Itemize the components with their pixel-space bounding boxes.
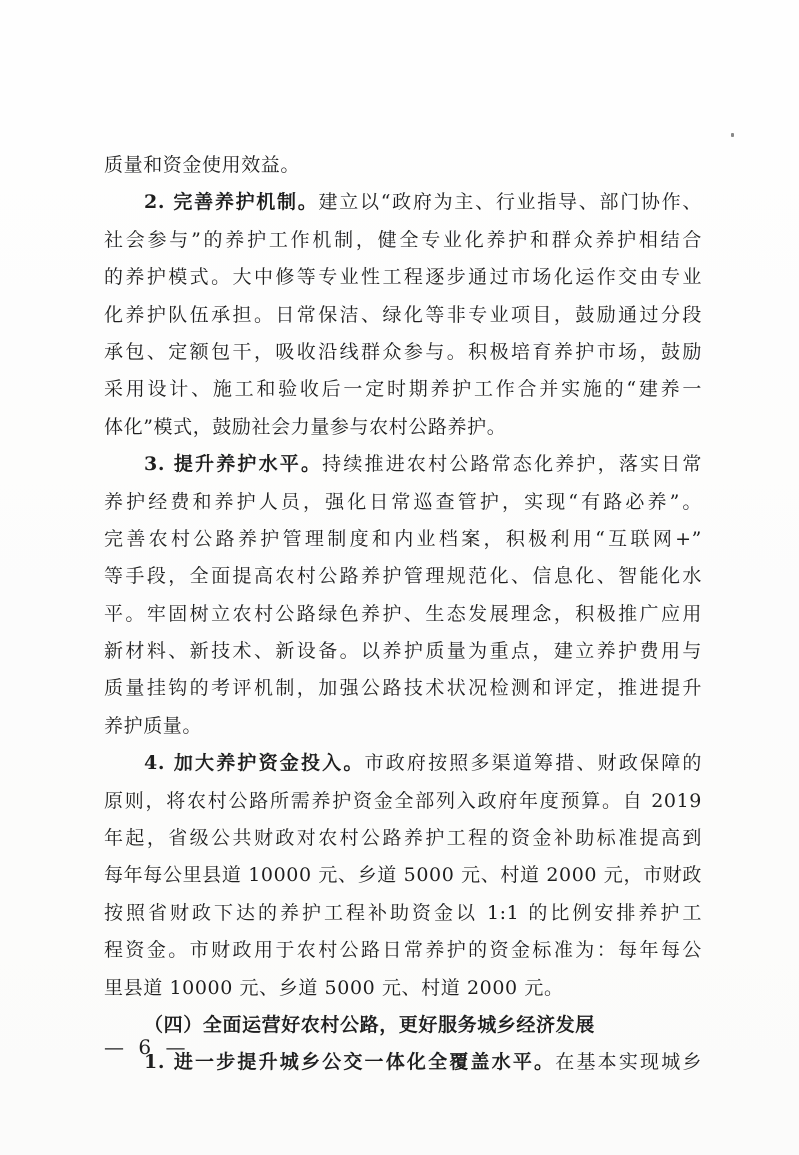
text-run: 在基本实现城乡 [555,1051,702,1074]
text-line: 完善农村公路养护管理制度和内业档案，积极利用“互联网+” [104,527,702,550]
text-run: 建立以“政府为主、行业指导、部门协作、 [318,191,702,214]
text-line: 采用设计、施工和验收后一定时期养护工作合并实施的“建养一 [104,378,702,401]
text-line: 程资金。市财政用于农村公路日常养护的资金标准为：每年每公 [104,939,702,962]
page-number: — 6 — [104,1035,190,1059]
text-line: 平。牢固树立农村公路绿色养护、生态发展理念，积极推广应用 [104,602,702,625]
paragraph-heading: 1. 进一步提升城乡公交一体化全覆盖水平。 [144,1051,556,1074]
text-line: 原则，将农村公路所需养护资金全部列入政府年度预算。自 2019 [104,789,702,812]
paragraph-heading: 4. 加大养护资金投入。 [144,752,365,775]
text-line: 新材料、新技术、新设备。以养护质量为重点，建立养护费用与 [104,640,702,663]
text-line: 承包、定额包干，吸收沿线群众参与。积极培育养护市场，鼓励 [104,340,702,363]
text-run: 持续推进农村公路常态化养护，落实日常 [322,453,702,476]
text-line: 的养护模式。大中修等专业性工程逐步通过市场化运作交由专业 [104,266,702,289]
paragraph-first-line [104,745,702,782]
text-line: 等手段，全面提高农村公路养护管理规范化、信息化、智能化水 [104,565,702,588]
text-line: 里县道 10000 元、乡道 5000 元、村道 2000 元。 [104,976,564,999]
text-line: 养护质量。 [104,714,203,737]
document-body [104,147,702,1082]
text-line: 质量和资金使用效益。 [104,154,301,176]
section-heading: （四）全面运营好农村公路，更好服务城乡经济发展 [144,1013,595,1036]
text-line: 社会参与”的养护工作机制，健全专业化养护和群众养护相结合 [104,228,702,251]
text-line: 质量挂钩的考评机制，加强公路技术状况检测和评定，推进提升 [104,677,702,700]
text-line: 养护经费和养护人员，强化日常巡查管护，实现“有路必养”。 [104,490,702,513]
text-line: 体化”模式，鼓励社会力量参与农村公路养护。 [104,415,507,438]
text-line: 年起，省级公共财政对农村公路养护工程的资金补助标准提高到 [104,827,702,850]
text-run: 市政府按照多渠道筹措、财政保障的 [364,752,702,775]
paragraph-first-line [104,184,702,221]
text-line: 每年每公里县道 10000 元、乡道 5000 元、村道 2000 元，市财政 [104,864,702,887]
paragraph-heading: 2. 完善养护机制。 [144,191,319,214]
scan-speck [731,133,734,137]
text-line: 化养护队伍承担。日常保洁、绿化等非专业项目，鼓励通过分段 [104,303,702,326]
paragraph-first-line [104,446,702,483]
text-line: 按照省财政下达的养护工程补助资金以 1:1 的比例安排养护工 [104,901,702,924]
paragraph-heading: 3. 提升养护水平。 [144,453,323,476]
paragraph-first-line [104,1044,702,1081]
